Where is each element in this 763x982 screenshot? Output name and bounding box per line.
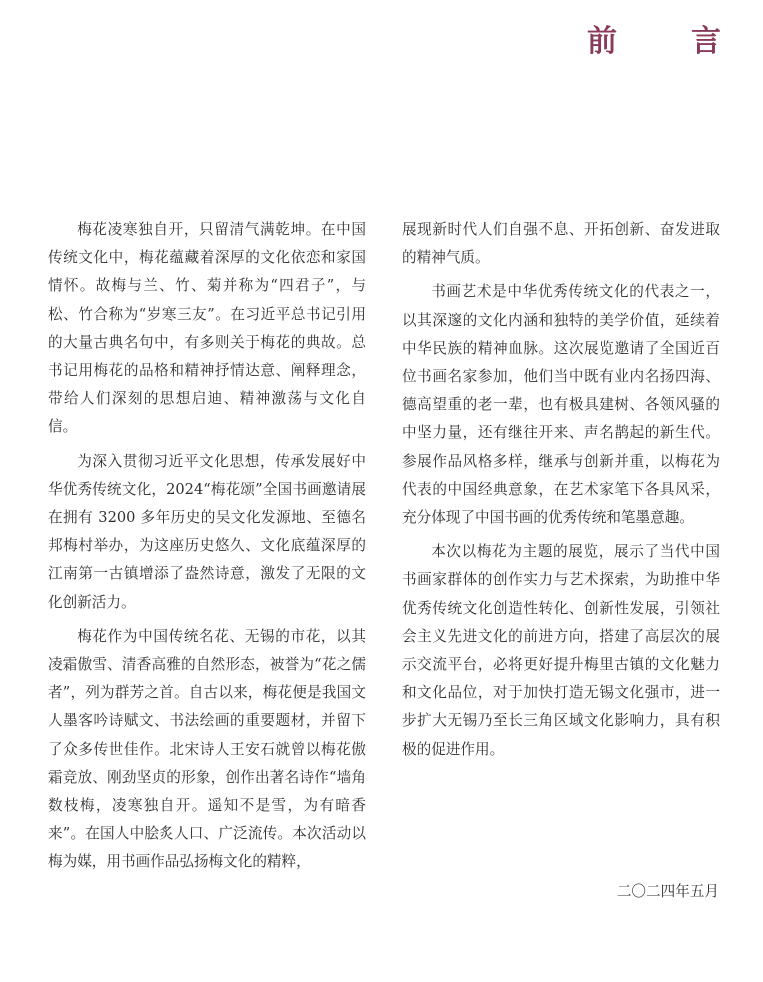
right-column xyxy=(402,216,720,770)
paragraph-5: 本次以梅花为主题的展览，展示了当代中国书画家群体的创作实力与艺术探索，为助推中华优秀传统文化创造性转化、创新性发展，引领社会主义先进文化的前进方向，搭建了高层次的展示交流平台，必将更好提升梅里古镇的文化魅力和文化品位，对于加快打造无锡文化强市，进一步扩大无锡乃至长三角区域文化影响力，具有积极的促进作用。 xyxy=(402,543,720,758)
paragraph-3-continued: 展现新时代人们自强不息、开拓创新、奋发进取的精神气质。 xyxy=(402,221,720,267)
left-column xyxy=(48,216,366,883)
paragraph-4: 书画艺术是中华优秀传统文化的代表之一，以其深邃的文化内涵和独特的美学价值，延续着中华民族的精神血脉。这次展览邀请了全国近百位书画名家参加，他们当中既有业内名扬四海、德高望重的老一辈，也有极具建树、各领风骚的中坚力量，还有继往开来、声名鹊起的新生代。参展作品风格多样，继承与创新并重，以梅花为代表的中国经典意象，在艺术家笔下各具风采，充分体现了中国书画的优秀传统和笔墨意趣。 xyxy=(402,283,720,527)
page-title: 前 言 xyxy=(587,24,743,59)
paragraph-2: 为深入贯彻习近平文化思想，传承发展好中华优秀传统文化，2024“梅花颂”全国书画邀请展在拥有 3200 多年历史的吴文化发源地、至德名邦梅村举办，为这座历史悠久、文化底蕴深厚的江南第一古镇增添了盎然诗意，激发了无限的文化创新活力。 xyxy=(48,452,366,611)
paragraph-1: 梅花凌寒独自开，只留清气满乾坤。在中国传统文化中，梅花蕴藏着深厚的文化依恋和家国情怀。故梅与兰、竹、菊并称为“四君子”，与松、竹合称为“岁寒三友”。在习近平总书记引用的大量古典名句中，有多则关于梅花的典故。总书记用梅花的品格和精神抒情达意、阐释理念，带给人们深刻的思想启迪、精神激荡与文化自信。 xyxy=(48,221,366,436)
paragraph-3: 梅花作为中国传统名花、无锡的市花，以其凌霜傲雪、清香高雅的自然形态，被誉为“花之儒者”，列为群芳之首。自古以来，梅花便是我国文人墨客吟诗赋文、书法绘画的重要题材，并留下了众多传世佳作。北宋诗人王安石就曾以梅花傲霜竞放、刚劲坚贞的形象，创作出著名诗作“墙角数枝梅，凌寒独自开。遥知不是雪，为有暗香来”。在国人中脍炙人口、广泛流传。本次活动以梅为媒，用书画作品弘扬梅文化的精粹， xyxy=(48,627,366,871)
date-signature: 二〇二四年五月 xyxy=(616,883,719,900)
